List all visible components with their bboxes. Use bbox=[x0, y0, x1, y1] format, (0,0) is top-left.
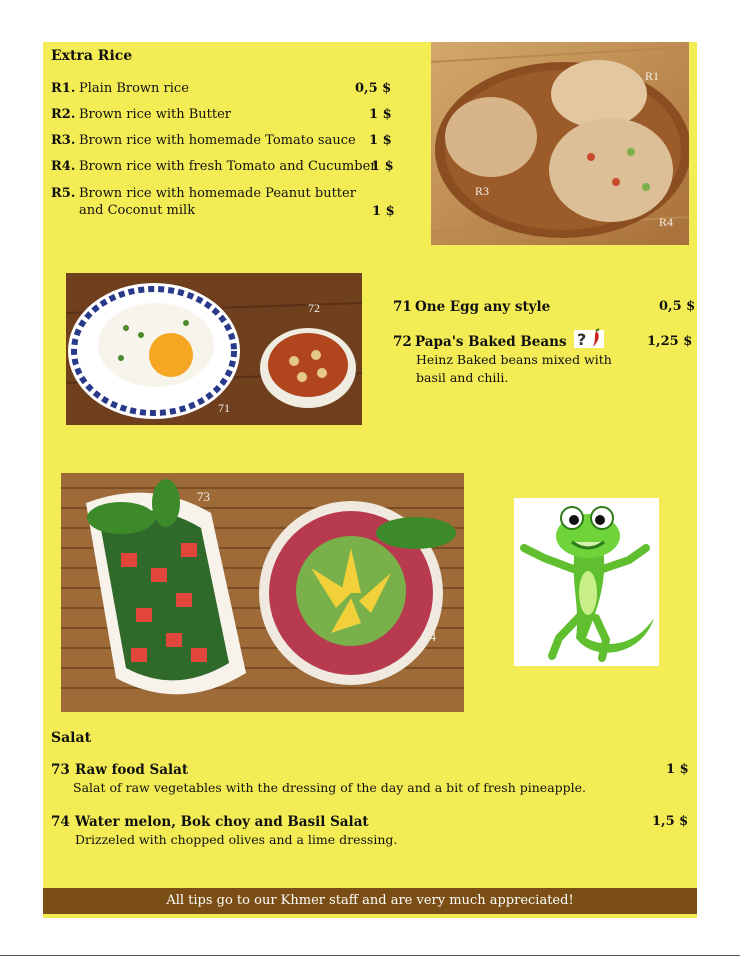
item-description: Heinz Baked beans mixed with bbox=[416, 352, 612, 367]
photo-label: 74 bbox=[423, 629, 436, 644]
item-price: 1,5 $ bbox=[652, 814, 689, 829]
rice-photo bbox=[431, 42, 689, 245]
svg-text:?: ? bbox=[577, 330, 587, 349]
salat-heading: Salat bbox=[51, 730, 92, 746]
item-name: One Egg any style bbox=[415, 299, 551, 315]
item-description-line2: basil and chili. bbox=[416, 370, 509, 385]
item-price: 1 $ bbox=[372, 204, 395, 219]
item-code: R3. bbox=[51, 133, 76, 148]
item-price: 1,25 $ bbox=[647, 334, 693, 349]
gecko-mascot bbox=[514, 498, 659, 666]
item-name: Plain Brown rice bbox=[79, 81, 189, 96]
item-price: 1 $ bbox=[666, 762, 689, 777]
chili-pepper-icon bbox=[574, 328, 606, 354]
photo-label: 72 bbox=[308, 301, 320, 315]
photo-label: 71 bbox=[218, 401, 230, 415]
item-price: 0,5 $ bbox=[355, 81, 392, 96]
item-name-line2: and Coconut milk bbox=[79, 203, 196, 218]
gecko-icon bbox=[514, 498, 659, 666]
photo-label: R3 bbox=[475, 184, 490, 198]
footer-banner: All tips go to our Khmer staff and are very much appreciated! bbox=[43, 888, 697, 914]
item-code: 71 bbox=[393, 299, 412, 315]
item-code: R2. bbox=[51, 107, 76, 122]
item-price: 1 $ bbox=[371, 159, 394, 174]
item-code: R1. bbox=[51, 81, 76, 96]
item-name: Brown rice with homemade Tomato sauce bbox=[79, 133, 356, 148]
item-price: 1 $ bbox=[369, 133, 392, 148]
item-description: Salat of raw vegetables with the dressing of the day and a bit of fresh pineapple. bbox=[73, 780, 587, 795]
item-code: R5. bbox=[51, 186, 76, 201]
salad-illustration bbox=[61, 473, 464, 712]
item-code: 73 bbox=[51, 762, 70, 778]
item-name: Brown rice with homemade Peanut butter bbox=[79, 186, 356, 201]
item-name: Brown rice with Butter bbox=[79, 107, 232, 122]
item-description: Drizzeled with chopped olives and a lime dressing. bbox=[75, 832, 398, 847]
photo-label: R4 bbox=[659, 215, 674, 229]
egg-beans-photo bbox=[66, 273, 362, 425]
chili-pepper-icon-svg bbox=[574, 328, 606, 350]
item-price: 0,5 $ bbox=[659, 299, 696, 314]
item-name: Raw food Salat bbox=[75, 762, 189, 778]
photo-label: 73 bbox=[197, 489, 210, 504]
menu-page bbox=[43, 42, 697, 918]
item-code: R4. bbox=[51, 159, 76, 174]
item-price: 1 $ bbox=[369, 107, 392, 122]
item-name: Brown rice with fresh Tomato and Cucumber bbox=[79, 159, 377, 174]
photo-label: R1 bbox=[645, 69, 660, 83]
egg-beans-illustration bbox=[66, 273, 362, 425]
page-bottom-line bbox=[0, 955, 740, 956]
item-code: 72 bbox=[393, 334, 412, 350]
extra-rice-heading: Extra Rice bbox=[51, 48, 133, 64]
item-code: 74 bbox=[51, 814, 70, 830]
salad-photo bbox=[61, 473, 464, 712]
item-name: Water melon, Bok choy and Basil Salat bbox=[75, 814, 369, 830]
item-name: Papa's Baked Beans bbox=[415, 334, 567, 350]
